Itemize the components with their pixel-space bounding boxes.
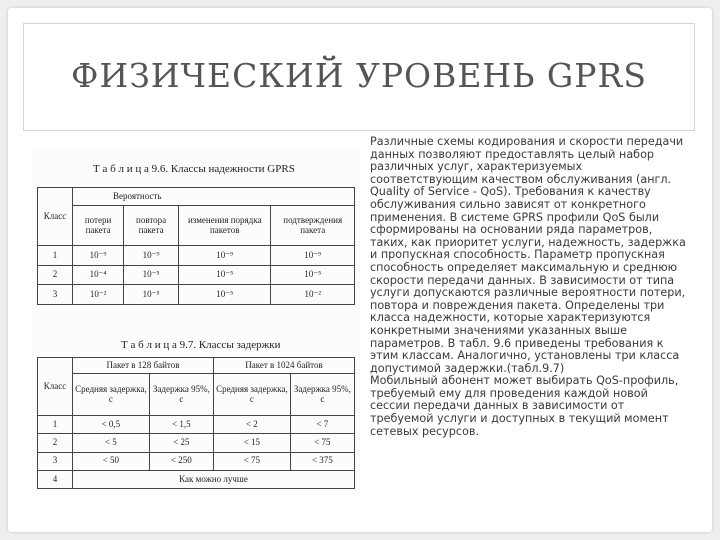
table-cell: 10⁻⁴ (73, 265, 124, 285)
column-header: потери пакета (73, 206, 124, 246)
table-row (38, 470, 355, 488)
group-header: Пакет в 128 байтов (73, 358, 214, 374)
table-cell: < 25 (149, 434, 213, 452)
class-header: Класс (38, 358, 73, 416)
body-text (370, 136, 688, 438)
probability-header: Вероятность (73, 188, 355, 206)
table-cell: 10⁻² (73, 285, 124, 305)
table-cell: < 5 (73, 434, 150, 452)
table-cell: 10⁻⁵ (124, 285, 179, 305)
column-header: Задержка 95%, с (149, 374, 213, 416)
table-cell: 10⁻⁹ (73, 246, 124, 266)
table-cell: 10⁻⁹ (124, 246, 179, 266)
table-cell: < 0,5 (73, 416, 150, 434)
table-cell: 2 (38, 265, 73, 285)
table-cell: < 1,5 (149, 416, 213, 434)
table-row (38, 285, 355, 305)
table-cell: 10⁻⁹ (271, 246, 355, 266)
table-cell: 10⁻⁵ (271, 265, 355, 285)
table-cell: 10⁻⁵ (179, 265, 271, 285)
column-header: повтора пакета (124, 206, 179, 246)
slide-title: ФИЗИЧЕСКИЙ УРОВЕНЬ GPRS (71, 56, 647, 95)
paragraph: Различные схемы кодирования и скорости передачи данных позволяют предоставлять целый набор различных услуг, характеризуемых соответствующим качеством обслуживания (англ. Quality of Service - QoS). Требования к качеству обслуживания сильно зависят от конкретного применения. В системе GPRS профили QoS были сформированы на основании ряда параметров, таких, как приоритет услуги, надежность, задержка и пропускная способность. Параметр пропускная способность определяет максимальную и среднюю скорости передачи данных. В зависимости от типа услуги допускаются различные вероятности потери, повтора и повреждения пакета. Определены три класса надежности, которые характеризуются конкретными значениями указанных выше параметров. В табл. 9.6 приведены требования к этим классам. Аналогично, установлены три класса допустимой задержки.(табл.9.7) (370, 135, 686, 375)
table-cell: < 75 (213, 452, 290, 470)
delay-classes-table (37, 357, 355, 489)
table-cell: < 50 (73, 452, 150, 470)
paragraph: Мобильный абонент может выбирать QoS-профиль, требуемый ему для проведения каждой новой сессии передачи данных в зависимости от требуемой услуги и доступных в текущий момент сетевых ресурсов. (370, 374, 679, 438)
table-cell: 10⁻⁵ (124, 265, 179, 285)
column-header: Средняя задержка, с (73, 374, 150, 416)
table-cell: 2 (38, 434, 73, 452)
table-row (38, 416, 355, 434)
reliability-classes-table (37, 187, 355, 305)
table-row (38, 452, 355, 470)
column-header: Средняя задержка, с (213, 374, 290, 416)
column-header: подтверждения пакета (271, 206, 355, 246)
table-cell: < 7 (290, 416, 354, 434)
table-cell: 1 (38, 246, 73, 266)
table-cell: 4 (38, 470, 73, 488)
table-cell: 3 (38, 452, 73, 470)
table-cell: 10⁻⁹ (179, 246, 271, 266)
table-cell: < 250 (149, 452, 213, 470)
table-cell: < 75 (290, 434, 354, 452)
class-header: Класс (38, 188, 73, 246)
title-frame (23, 23, 695, 131)
table-9-7-caption: Т а б л и ц а 9.7. Классы задержки (121, 339, 281, 351)
scanned-tables-image (31, 149, 361, 495)
table-cell: 10⁻² (271, 285, 355, 305)
table-cell: 1 (38, 416, 73, 434)
column-header: изменения порядка пакетов (179, 206, 271, 246)
table-cell: < 375 (290, 452, 354, 470)
table-cell: 3 (38, 285, 73, 305)
table-row (38, 434, 355, 452)
slide (8, 8, 712, 532)
table-cell: 10⁻⁵ (179, 285, 271, 305)
group-header: Пакет в 1024 байтов (213, 358, 354, 374)
table-9-6-caption: Т а б л и ц а 9.6. Классы надежности GPRS (93, 163, 295, 175)
table-cell: < 2 (213, 416, 290, 434)
table-row (38, 246, 355, 266)
table-cell: Как можно лучше (73, 470, 355, 488)
column-header: Задержка 95%, с (290, 374, 354, 416)
table-cell: < 15 (213, 434, 290, 452)
table-row (38, 265, 355, 285)
